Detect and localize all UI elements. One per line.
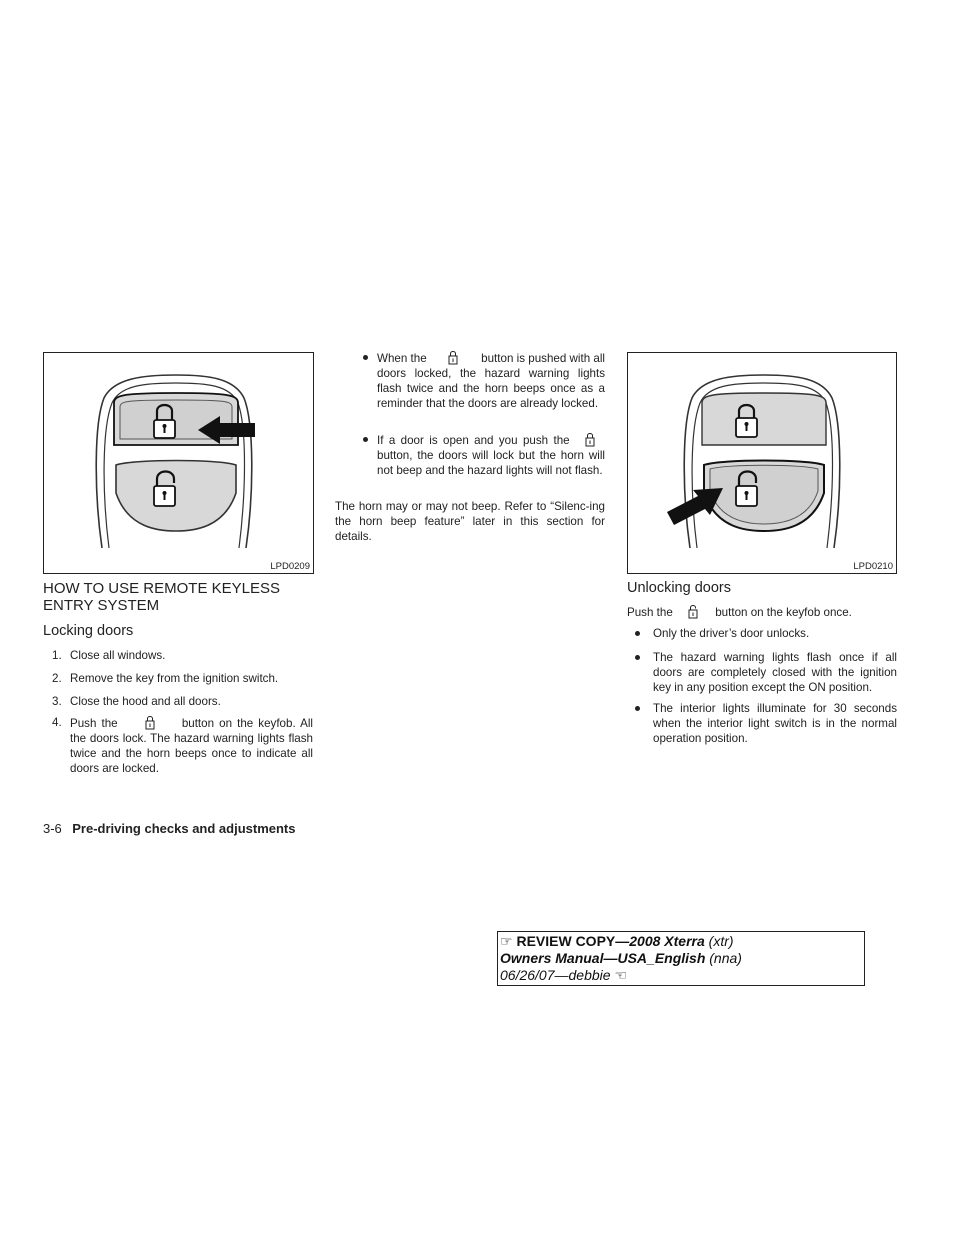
bullet	[635, 655, 640, 660]
figure-code: LPD0209	[270, 561, 310, 572]
lock-icon	[145, 715, 155, 730]
subheading-unlocking-doors: Unlocking doors	[627, 580, 731, 596]
bullet	[635, 631, 640, 636]
horn-note: The horn may or may not beep. Refer to “Silenc-ing the horn beep feature” later in this section for details.	[335, 500, 605, 543]
figure-code: LPD0210	[853, 561, 893, 572]
bullet	[363, 437, 368, 442]
bullet	[635, 706, 640, 711]
keyfob-lock-illustration	[44, 353, 315, 575]
section-heading: HOW TO USE REMOTE KEYLESS ENTRY SYSTEM	[43, 580, 280, 614]
subheading-locking-doors: Locking doors	[43, 623, 134, 639]
unlock-icon	[688, 604, 698, 619]
lock-icon	[448, 350, 458, 365]
page-number: 3-6	[43, 821, 62, 836]
bullet	[363, 355, 368, 360]
figure-keyfob-lock	[43, 352, 314, 574]
review-copy-box: ☞ REVIEW COPY—2008 Xterra (xtr) Owners Manual—USA_English (nna) 06/26/07—debbie ☜	[497, 931, 865, 986]
figure-keyfob-unlock	[627, 352, 897, 574]
keyfob-unlock-illustration	[628, 353, 898, 575]
pointing-hand-right-icon: ☞	[500, 933, 513, 949]
lock-icon	[585, 432, 595, 447]
pointing-hand-left-icon: ☜	[614, 967, 627, 983]
section-title: Pre-driving checks and adjustments	[72, 821, 296, 836]
unlock-intro: Push the button on the keyfob once.	[627, 606, 852, 619]
page-footer	[43, 820, 295, 838]
